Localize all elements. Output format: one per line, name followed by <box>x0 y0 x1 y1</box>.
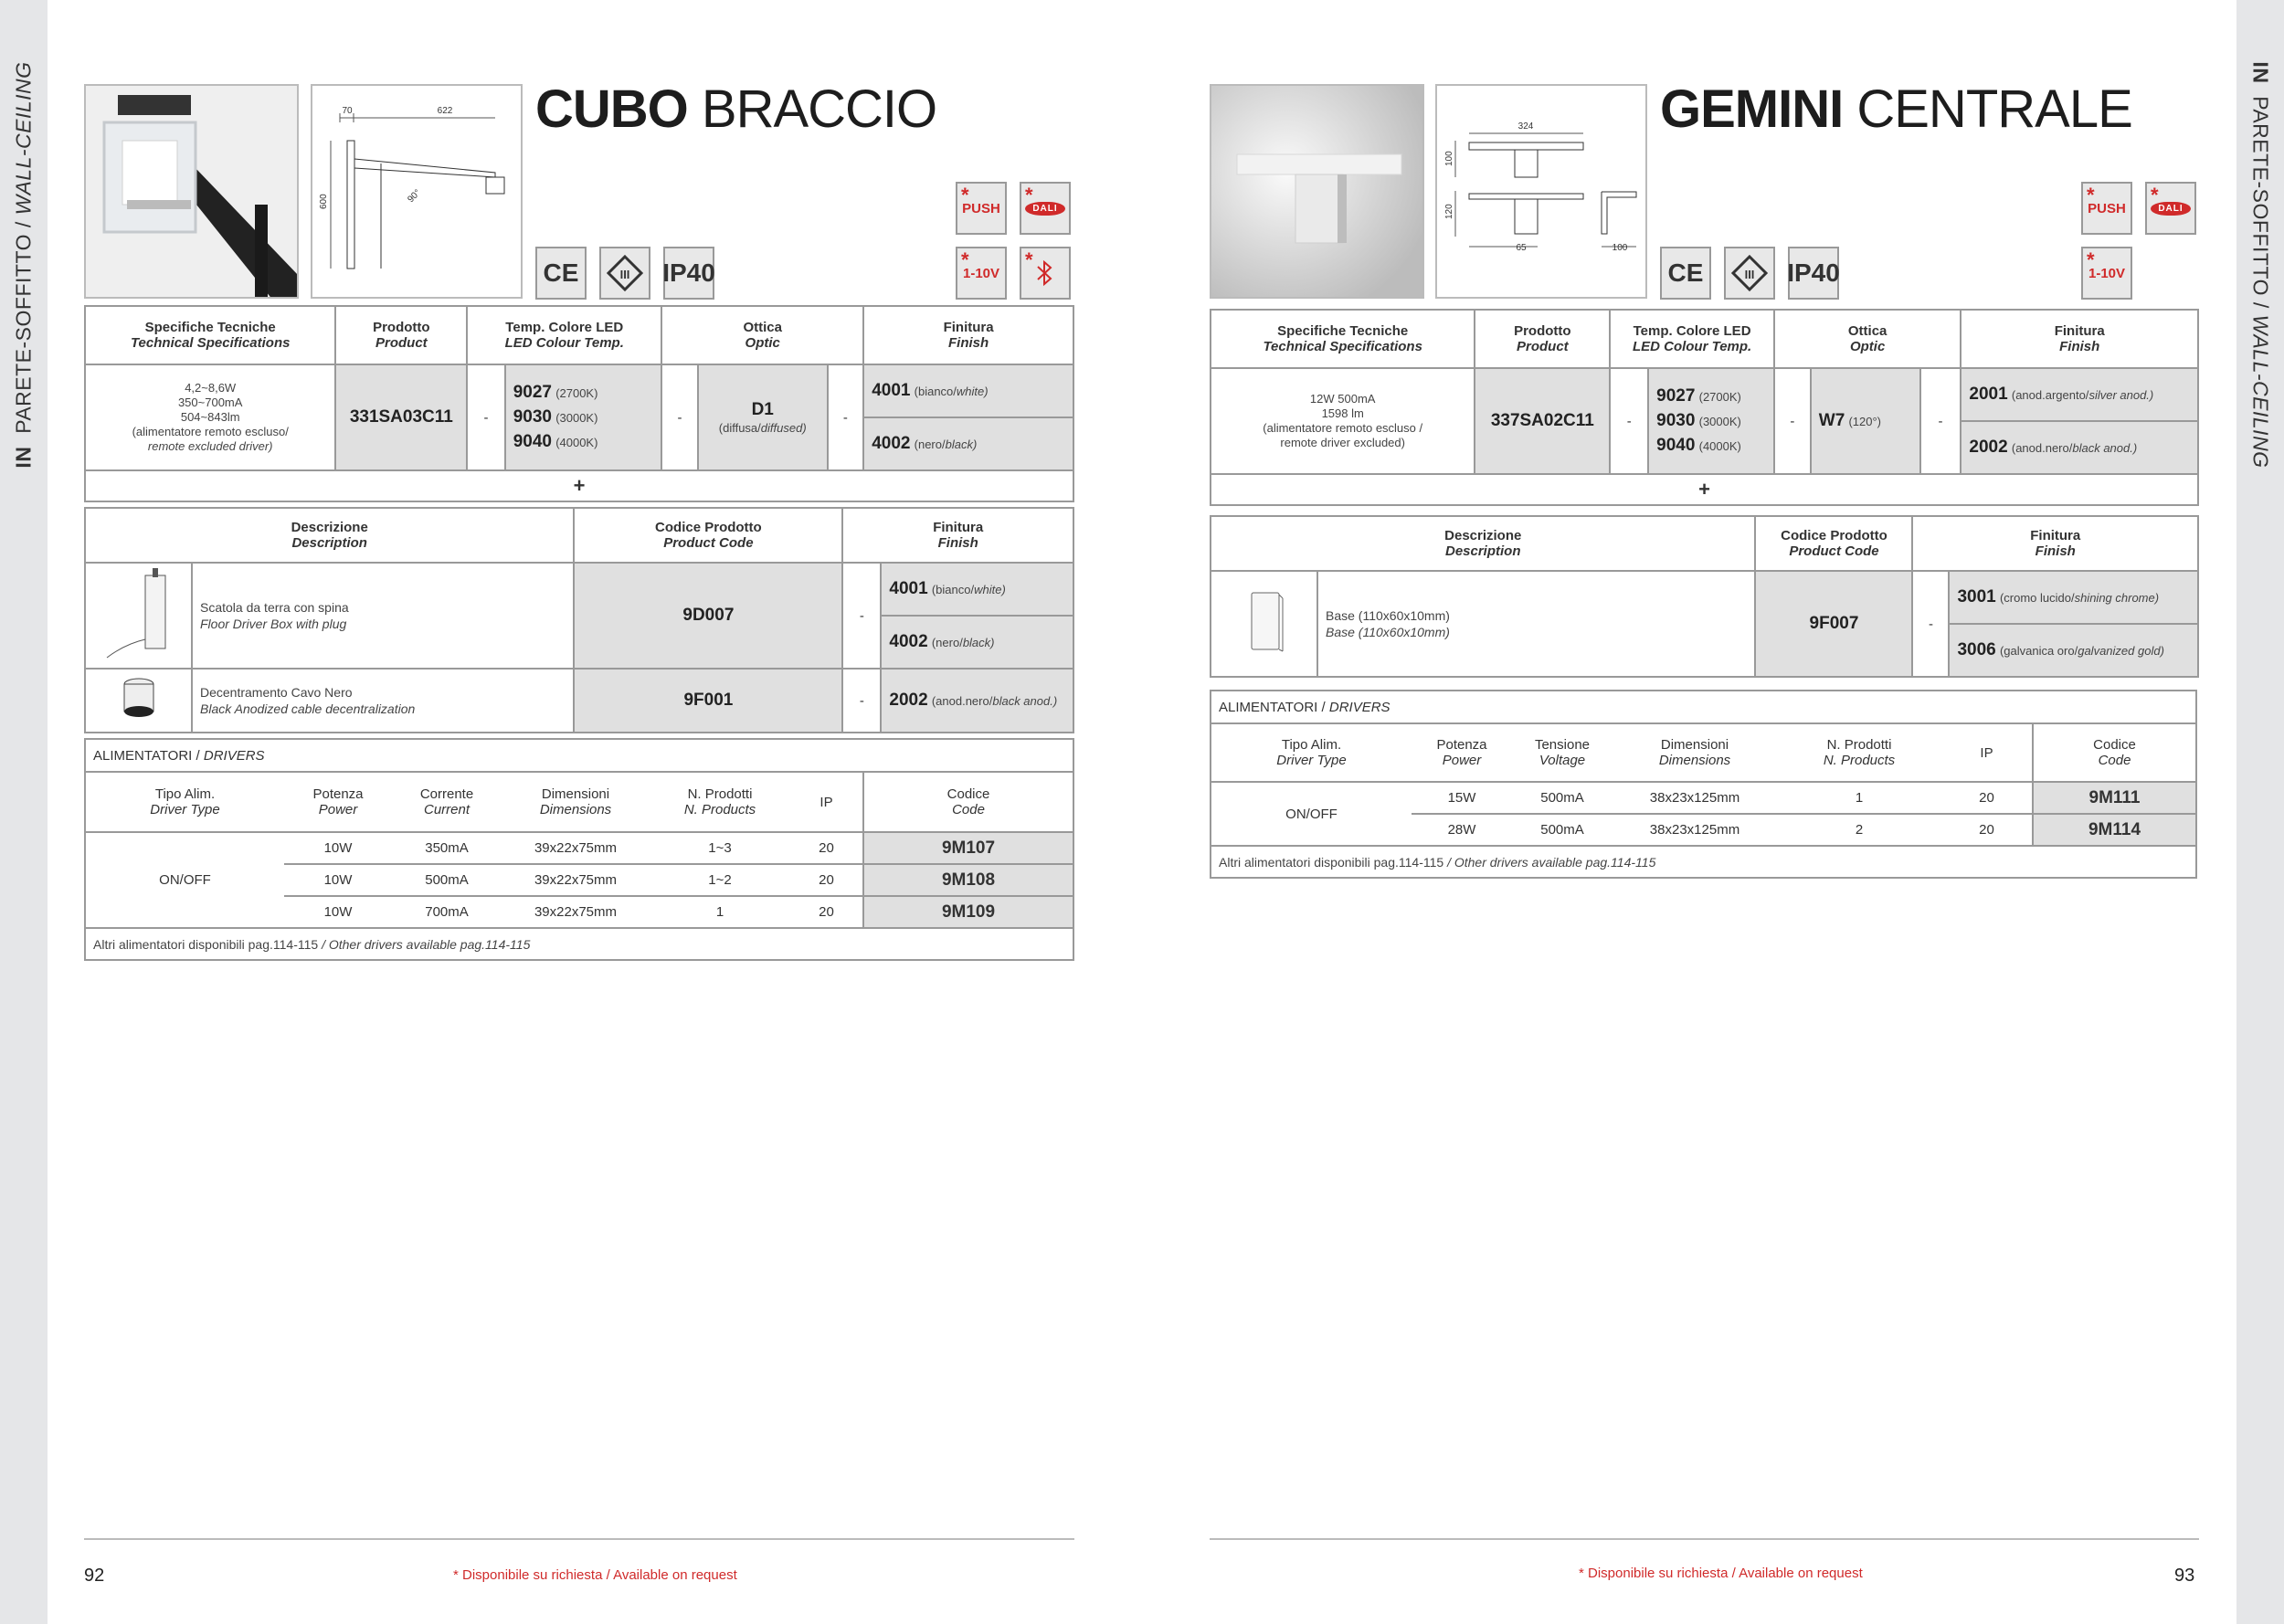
drivers-label: ALIMENTATORI / DRIVERS <box>1211 691 2196 723</box>
driver-code: 9M114 <box>2033 814 2196 846</box>
optic-value: W7 (120°) <box>1811 368 1920 474</box>
ip40-badge: IP40 <box>663 247 714 300</box>
dim-120: 120 <box>1444 204 1454 219</box>
1-10v-badge-icon: * 1-10V <box>956 247 1007 300</box>
finish-option: 3001 (cromo lucido/shining chrome) <box>1949 571 2198 624</box>
driver-n-products: 1 <box>1777 782 1941 814</box>
other-drivers-note: Altri alimentatori disponibili pag.114-115 / Other drivers available pag.114-115 <box>85 928 1073 960</box>
finish-option: 2002 (anod.nero/black anod.) <box>1961 421 2198 474</box>
driver-code: 9M109 <box>863 896 1073 928</box>
decentralization-image <box>85 669 192 733</box>
svg-text:III: III <box>1744 268 1755 281</box>
driver-type-header: Tipo Alim. Driver Type <box>1211 723 1412 782</box>
finish-option: 4001 (bianco/white) <box>881 563 1073 616</box>
driver-n-products: 2 <box>1777 814 1941 846</box>
dali-badge-icon: * DALI <box>2145 182 2196 235</box>
dali-badge-icon: * DALI <box>1020 182 1071 235</box>
availability-footnote-right: * Disponibile su richiesta / Available on request <box>1579 1566 1863 1581</box>
dimensions-header: Dimensioni Dimensions <box>1613 723 1777 782</box>
separator: - <box>1774 368 1811 474</box>
driver-current: 350mA <box>392 832 502 864</box>
spec-table-left <box>84 305 1074 502</box>
current-header: Corrente Current <box>392 772 502 832</box>
dim-622: 622 <box>437 106 453 116</box>
code-header: Codice Code <box>863 772 1073 832</box>
decentralization-code: 9F001 <box>574 669 842 733</box>
code-header: Codice Code <box>2033 723 2196 782</box>
drivers-label: ALIMENTATORI / DRIVERS <box>85 739 1073 772</box>
code-header: Codice Prodotto Product Code <box>574 508 842 563</box>
separator: - <box>467 364 504 470</box>
ip-header: IP <box>790 772 863 832</box>
n-products-header: N. Prodotti N. Products <box>650 772 790 832</box>
finish-option: 4002 (nero/black) <box>881 616 1073 669</box>
technical-drawing-gemini-centrale <box>1435 84 1647 299</box>
driver-ip: 20 <box>1941 782 2033 814</box>
dim-324: 324 <box>1517 121 1534 132</box>
separator: - <box>828 364 864 470</box>
driver-n-products: 1~3 <box>650 832 790 864</box>
product-photo-gemini-centrale <box>1210 84 1424 299</box>
dim-65: 65 <box>1516 243 1527 253</box>
driver-dimensions: 39x22x75mm <box>502 896 650 928</box>
base-code: 9F007 <box>1755 571 1912 677</box>
technical-drawing-cubo-braccio <box>311 84 523 299</box>
product-photo-cubo-braccio <box>84 84 299 299</box>
driver-type-header: Tipo Alim. Driver Type <box>85 772 284 832</box>
accessories-table-left <box>84 507 1074 733</box>
driver-n-products: 1 <box>650 896 790 928</box>
finish-header: Finitura Finish <box>1961 310 2198 368</box>
driver-type: ON/OFF <box>85 832 284 928</box>
driver-voltage: 500mA <box>1512 814 1613 846</box>
driver-power: 15W <box>1412 782 1512 814</box>
color-temps: 9027 (2700K) 9030 (3000K) 9040 (4000K) <box>1648 368 1774 474</box>
other-drivers-note: Altri alimentatori disponibili pag.114-115 / Other drivers available pag.114-115 <box>1211 846 2196 878</box>
power-header: Potenza Power <box>1412 723 1512 782</box>
finish-header: Finitura Finish <box>1912 516 2198 571</box>
spec-values: 4,2~8,6W 350~700mA 504~843lm (alimentatore remoto escluso/ remote excluded driver) <box>85 364 335 470</box>
driver-type: ON/OFF <box>1211 782 1412 846</box>
1-10v-badge-icon: * 1-10V <box>2081 247 2132 300</box>
driver-dimensions: 38x23x125mm <box>1613 782 1777 814</box>
bluetooth-icon: * <box>1020 247 1071 300</box>
driver-code: 9M108 <box>863 864 1073 896</box>
driver-current: 500mA <box>392 864 502 896</box>
availability-footnote-left: * Disponibile su richiesta / Available on request <box>453 1567 737 1583</box>
svg-text:III: III <box>619 268 630 281</box>
dim-100: 100 <box>1444 151 1454 166</box>
spec-header: Specifiche Tecniche Technical Specifications <box>85 306 335 364</box>
desc-header: Descrizione Description <box>1211 516 1755 571</box>
section-label-right: IN PARETE-SOFFITTO / WALL-CEILING <box>2248 61 2273 469</box>
product-title-right: GEMINI CENTRALE <box>1660 79 2132 139</box>
separator: - <box>1610 368 1648 474</box>
finish-option: 2001 (anod.argento/silver anod.) <box>1961 368 2198 421</box>
spec-table-right <box>1210 309 2199 506</box>
ip-header: IP <box>1941 723 2033 782</box>
dim-100b: 100 <box>1612 243 1628 253</box>
base-image <box>1211 571 1317 677</box>
drivers-table-left <box>84 738 1074 961</box>
temp-header: Temp. Colore LED LED Colour Temp. <box>467 306 661 364</box>
class-iii-icon <box>1724 247 1775 300</box>
power-header: Potenza Power <box>284 772 392 832</box>
color-temps: 9027 (2700K) 9030 (3000K) 9040 (4000K) <box>505 364 662 470</box>
driver-power: 28W <box>1412 814 1512 846</box>
desc-header: Descrizione Description <box>85 508 574 563</box>
separator: - <box>1920 368 1961 474</box>
product-code: 331SA03C11 <box>335 364 467 470</box>
plus-separator: + <box>85 470 1073 501</box>
temp-header: Temp. Colore LED LED Colour Temp. <box>1610 310 1774 368</box>
dim-90-degrees: 90° <box>406 187 423 206</box>
page-number-right: 93 <box>2174 1566 2195 1586</box>
finish-option: 4002 (nero/black) <box>863 417 1073 470</box>
optic-header: Ottica Optic <box>1774 310 1961 368</box>
product-title-left: CUBO BRACCIO <box>535 79 937 139</box>
footer-rule-right <box>1210 1538 2199 1540</box>
driver-dimensions: 39x22x75mm <box>502 864 650 896</box>
finish-option: 3006 (galvanica oro/galvanized gold) <box>1949 624 2198 677</box>
optic-header: Ottica Optic <box>661 306 863 364</box>
floor-box-image <box>85 563 192 669</box>
driver-power: 10W <box>284 896 392 928</box>
spec-values: 12W 500mA 1598 lm (alimentatore remoto escluso / remote driver excluded) <box>1211 368 1475 474</box>
optic-value: D1 (diffusa/diffused) <box>698 364 828 470</box>
base-description: Base (110x60x10mm) Base (110x60x10mm) <box>1317 571 1755 677</box>
driver-n-products: 1~2 <box>650 864 790 896</box>
drivers-table-right <box>1210 690 2197 879</box>
product-header: Prodotto Product <box>1475 310 1610 368</box>
driver-power: 10W <box>284 864 392 896</box>
spec-header: Specifiche Tecniche Technical Specifications <box>1211 310 1475 368</box>
driver-dimensions: 38x23x125mm <box>1613 814 1777 846</box>
decentralization-description: Decentramento Cavo Nero Black Anodized cable decentralization <box>192 669 574 733</box>
ce-mark-icon: CE <box>535 247 587 300</box>
product-header: Prodotto Product <box>335 306 467 364</box>
separator: - <box>661 364 698 470</box>
separator: - <box>1912 571 1949 677</box>
driver-ip: 20 <box>1941 814 2033 846</box>
product-code: 337SA02C11 <box>1475 368 1610 474</box>
separator: - <box>842 669 881 733</box>
finish-option: 4001 (bianco/white) <box>863 364 1073 417</box>
floor-box-code: 9D007 <box>574 563 842 669</box>
ce-mark-icon: CE <box>1660 247 1711 300</box>
driver-power: 10W <box>284 832 392 864</box>
finish-header: Finitura Finish <box>842 508 1073 563</box>
driver-ip: 20 <box>790 832 863 864</box>
accessories-table-right <box>1210 515 2199 678</box>
section-label-left: IN PARETE-SOFFITTO / WALL-CEILING <box>11 61 36 469</box>
driver-ip: 20 <box>790 896 863 928</box>
n-products-header: N. Prodotti N. Products <box>1777 723 1941 782</box>
class-iii-icon <box>599 247 650 300</box>
driver-dimensions: 39x22x75mm <box>502 832 650 864</box>
ip40-badge: IP40 <box>1788 247 1839 300</box>
finish-option: 2002 (anod.nero/black anod.) <box>881 669 1073 733</box>
driver-voltage: 500mA <box>1512 782 1613 814</box>
footer-rule-left <box>84 1538 1074 1540</box>
floor-box-description: Scatola da terra con spina Floor Driver Box with plug <box>192 563 574 669</box>
dim-70: 70 <box>342 106 353 116</box>
page-number-left: 92 <box>84 1566 105 1586</box>
push-badge-icon: * PUSH <box>2081 182 2132 235</box>
code-header: Codice Prodotto Product Code <box>1755 516 1912 571</box>
driver-code: 9M111 <box>2033 782 2196 814</box>
separator: - <box>842 563 881 669</box>
dimensions-header: Dimensioni Dimensions <box>502 772 650 832</box>
driver-current: 700mA <box>392 896 502 928</box>
driver-ip: 20 <box>790 864 863 896</box>
plus-separator: + <box>1211 474 2198 505</box>
dim-600: 600 <box>319 194 329 209</box>
finish-header: Finitura Finish <box>863 306 1073 364</box>
push-badge-icon: * PUSH <box>956 182 1007 235</box>
voltage-header: Tensione Voltage <box>1512 723 1613 782</box>
driver-code: 9M107 <box>863 832 1073 864</box>
